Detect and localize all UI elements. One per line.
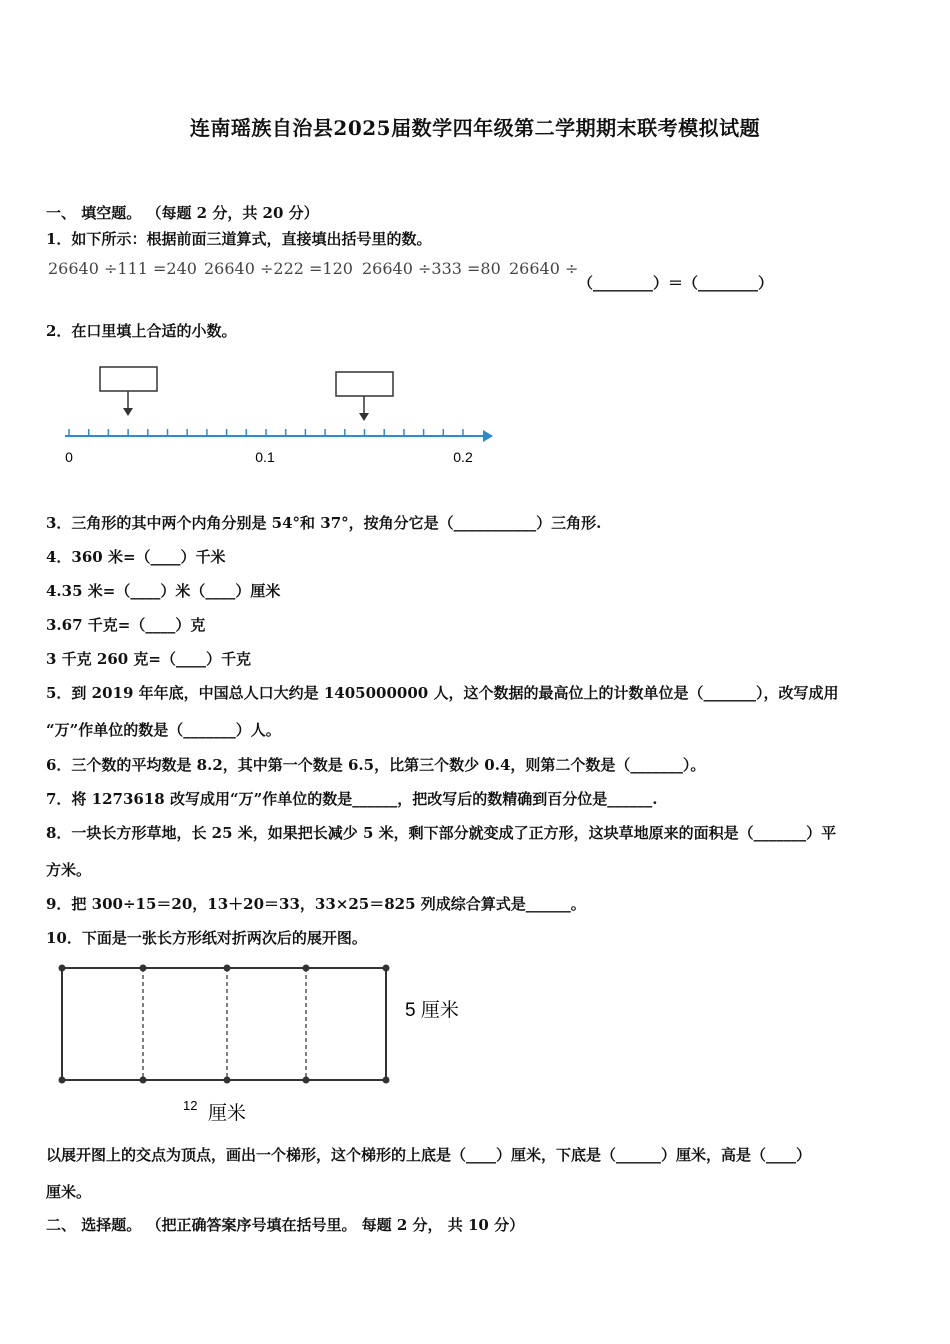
question-8-line-1: 8．一块长方形草地，长 25 米，如果把长减少 5 米，剩下部分就变成了正方形，这块草地原来的面积是（_______）平 <box>46 824 837 842</box>
answer-box-2[interactable] <box>336 372 393 396</box>
question-5-line-2: “万”作单位的数是（_______）人。 <box>46 721 281 739</box>
arrow-head-icon <box>123 408 133 416</box>
question-7: 7．将 1273618 改写成用“万”作单位的数是______，把改写后的数精确到百分位是______. <box>46 790 658 808</box>
section2-header: 二、 选择题。 （把正确答案序号填在括号里。 每题 2 分， 共 10 分） <box>46 1216 525 1234</box>
question-4-line-1: 4．360 米=（____）千米 <box>46 548 226 566</box>
question-5-line-1: 5．到 2019 年年底，中国总人口大约是 1405000000 人，这个数据的最高位上的计数单位是（_______），改写成用 <box>46 684 839 702</box>
question-2: 2．在口里填上合适的小数。 <box>46 322 237 340</box>
question-10: 10．下面是一张长方形纸对折两次后的展开图。 <box>46 929 367 947</box>
answer-box-1[interactable] <box>100 367 157 391</box>
tick-label-0.2: 0.2 <box>453 449 473 465</box>
answer-blank-1[interactable]: （________）＝（________） <box>578 274 774 292</box>
unfolded-paper-figure <box>50 958 480 1128</box>
question-4-line-2: 4.35 米=（____）米（____）厘米 <box>46 582 281 600</box>
section1-header: 一、 填空题。 （每题 2 分，共 20 分） <box>46 204 319 222</box>
page-title: 连南瑶族自治县2025届数学四年级第二学期期末联考模拟试题 <box>189 116 761 140</box>
question-9: 9．把 300÷15＝20，13＋20＝33，33×25＝825 列成综合算式是______。 <box>46 895 586 913</box>
question-6: 6．三个数的平均数是 8.2，其中第一个数是 6.5，比第三个数少 0.4，则第二个数是（_______）。 <box>46 756 706 774</box>
equation-2: 26640 ÷222 =120 <box>204 259 353 278</box>
equation-3: 26640 ÷333 =80 <box>362 259 501 278</box>
number-line-figure <box>55 358 505 473</box>
question-1: 1．如下所示：根据前面三道算式，直接填出括号里的数。 <box>46 230 432 248</box>
width-label-number: 12 <box>183 1098 198 1113</box>
intersection-points <box>59 965 390 1084</box>
tick-label-0: 0 <box>65 449 73 465</box>
question-10-line-2: 厘米。 <box>46 1183 92 1201</box>
tick-label-0.1: 0.1 <box>255 449 275 465</box>
question-4-line-3: 3.67 千克=（____）克 <box>46 616 206 634</box>
equation-1: 26640 ÷111 =240 <box>48 259 197 278</box>
height-label: 5 厘米 <box>405 1000 459 1021</box>
question-8-line-2: 方米。 <box>46 861 92 879</box>
number-line-ticks <box>69 429 463 436</box>
equation-4: 26640 ÷ <box>509 259 579 278</box>
question-4-line-4: 3 千克 260 克=（____）千克 <box>46 650 251 668</box>
axis-arrow-icon <box>483 430 493 442</box>
paper-rectangle <box>62 968 386 1080</box>
arrow-head-icon <box>359 413 369 421</box>
question-10-line-1: 以展开图上的交点为顶点，画出一个梯形，这个梯形的上底是（____）厘米，下底是（______）厘米，高是（____） <box>46 1146 812 1164</box>
width-label-unit: 厘米 <box>208 1103 247 1124</box>
question-3: 3．三角形的其中两个内角分别是 54°和 37°，按角分它是（___________）三角形. <box>46 514 602 532</box>
